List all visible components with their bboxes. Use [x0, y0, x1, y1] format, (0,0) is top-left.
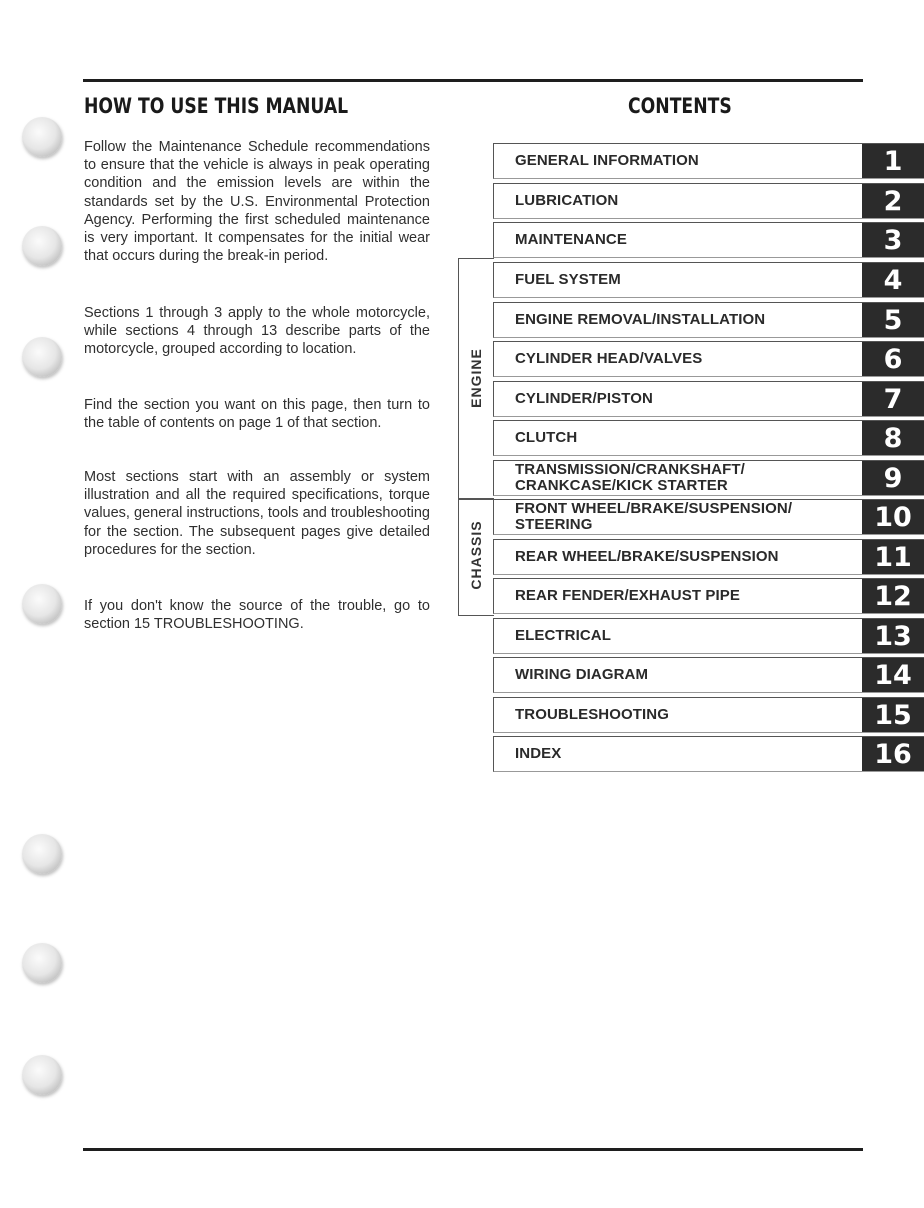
contents-row[interactable]: [493, 420, 924, 456]
howto-title: HOW TO USE THIS MANUAL: [84, 94, 349, 118]
section-number-tab: 5: [862, 303, 924, 337]
howto-paragraph: Sections 1 through 3 apply to the whole motorcycle, while sections 4 through 13 describe parts of the motorcycle, grouped according to location.: [84, 305, 430, 358]
howto-paragraph: Follow the Maintenance Schedule recommendations to ensure that the vehicle is always in peak operating condition and the emission levels are within the standards set by the U.S. Environmental Protection Agency. Performing the first scheduled maintenance is very important. It compensates for the initial wear that occurs during the break-in period.: [84, 139, 430, 265]
contents-title: CONTENTS: [628, 94, 732, 118]
binder-hole: [22, 226, 62, 266]
contents-row-label: INDEX: [515, 745, 562, 762]
bottom-rule: [83, 1148, 863, 1151]
contents-row-label: LUBRICATION: [515, 192, 619, 209]
section-number-tab: 16: [862, 737, 924, 771]
binder-hole: [22, 1055, 62, 1095]
section-number-tab: 14: [862, 658, 924, 692]
section-number-tab: 9: [862, 461, 924, 495]
section-number-tab: 1: [862, 144, 924, 178]
section-number-tab: 7: [862, 382, 924, 416]
section-number-tab: 10: [862, 500, 924, 534]
contents-row[interactable]: [493, 381, 924, 417]
contents-row[interactable]: [493, 341, 924, 377]
contents-row-label: CLUTCH: [515, 429, 578, 446]
section-number-tab: 8: [862, 421, 924, 455]
howto-paragraph: Most sections start with an assembly or system illustration and all the required specifications, torque values, general instructions, tools and troubleshooting for the section. The subsequent pages give detailed procedures for the section.: [84, 469, 430, 558]
binder-hole: [22, 834, 62, 874]
contents-row-label: MAINTENANCE: [515, 231, 627, 248]
contents-row[interactable]: [493, 618, 924, 654]
contents-row[interactable]: [493, 183, 924, 219]
contents-row[interactable]: [493, 736, 924, 772]
binder-hole: [22, 117, 62, 157]
contents-row-label: CYLINDER/PISTON: [515, 390, 653, 407]
contents-row[interactable]: [493, 578, 924, 614]
section-number-tab: 12: [862, 579, 924, 613]
contents-row[interactable]: [493, 499, 924, 535]
binder-hole: [22, 584, 62, 624]
binder-hole: [22, 943, 62, 983]
contents-row-label: FUEL SYSTEM: [515, 271, 621, 288]
section-number-tab: 15: [862, 698, 924, 732]
contents-row-label: REAR FENDER/EXHAUST PIPE: [515, 587, 740, 604]
top-rule: [83, 79, 863, 82]
section-number-tab: 4: [862, 263, 924, 297]
contents-row[interactable]: [493, 539, 924, 575]
section-number-tab: 13: [862, 619, 924, 653]
contents-row-label: TRANSMISSION/CRANKSHAFT/ CRANKCASE/KICK STARTER: [515, 461, 745, 494]
contents-row-label: ELECTRICAL: [515, 627, 611, 644]
howto-paragraph: Find the section you want on this page, then turn to the table of contents on page 1 of that section.: [84, 397, 430, 432]
contents-row-label: GENERAL INFORMATION: [515, 152, 699, 169]
contents-row[interactable]: [493, 143, 924, 179]
contents-row-label: WIRING DIAGRAM: [515, 666, 649, 683]
contents-row-label: REAR WHEEL/BRAKE/SUSPENSION: [515, 548, 779, 565]
section-number-tab: 3: [862, 223, 924, 257]
contents-row-label: CYLINDER HEAD/VALVES: [515, 350, 703, 367]
section-number-tab: 2: [862, 184, 924, 218]
contents-row-label: TROUBLESHOOTING: [515, 706, 669, 723]
contents-row[interactable]: [493, 302, 924, 338]
contents-row[interactable]: [493, 460, 924, 496]
contents-row[interactable]: [493, 262, 924, 298]
section-number-tab: 11: [862, 540, 924, 574]
contents-row-label: ENGINE REMOVAL/INSTALLATION: [515, 311, 766, 328]
contents-row[interactable]: [493, 222, 924, 258]
howto-paragraph: If you don't know the source of the trouble, go to section 15 TROUBLESHOOTING.: [84, 598, 430, 633]
contents-row[interactable]: [493, 657, 924, 693]
contents-row[interactable]: [493, 697, 924, 733]
section-number-tab: 6: [862, 342, 924, 376]
engine-group-label: ENGINE: [468, 348, 484, 408]
chassis-group-label: CHASSIS: [468, 520, 484, 590]
binder-hole: [22, 337, 62, 377]
contents-row-label: FRONT WHEEL/BRAKE/SUSPENSION/ STEERING: [515, 500, 793, 533]
